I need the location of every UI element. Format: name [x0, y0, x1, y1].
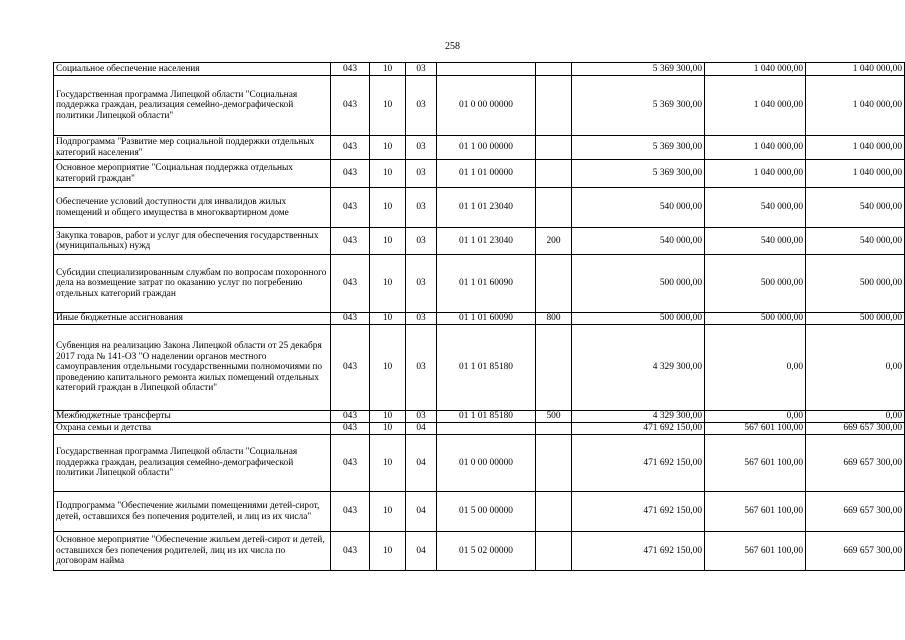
row-name-cell: Подпрограмма "Развитие мер социальной поддержки отдельных категорий населения": [54, 136, 331, 160]
amount-year2-cell: 567 601 100,00: [705, 492, 806, 532]
target-article-cell: 01 0 00 00000: [437, 76, 536, 136]
amount-year3-cell: 669 657 300,00: [806, 435, 905, 492]
row-name-cell: Субвенция на реализацию Закона Липецкой области от 25 декабря 2017 года № 141-ОЗ "О наделении органов местного самоуправления отдельными государственными полномочиями по проведению капитального ремонта жилых помещений отдельных категорий граждан в Липецкой области": [54, 325, 331, 411]
target-article-cell: 01 1 01 85180: [437, 411, 536, 423]
target-article-cell: 01 1 01 23040: [437, 228, 536, 255]
ved-code-cell: 043: [331, 492, 370, 532]
amount-year1-cell: 5 369 300,00: [572, 160, 705, 188]
expense-type-cell: [536, 76, 572, 136]
amount-year2-cell: 567 601 100,00: [705, 423, 806, 435]
row-name-cell: Основное мероприятие "Обеспечение жильем детей-сирот и детей, оставшихся без попечения родителей, лиц из их числа по договорам найма: [54, 532, 331, 571]
amount-year3-cell: 1 040 000,00: [806, 63, 905, 76]
row-name-cell: Закупка товаров, работ и услуг для обеспечения государственных (муниципальных) нужд: [54, 228, 331, 255]
amount-year1-cell: 4 329 300,00: [572, 325, 705, 411]
subsection-code-cell: 03: [406, 411, 437, 423]
table-row: [54, 325, 905, 411]
row-name-cell: Обеспечение условий доступности для инвалидов жилых помещений и общего имущества в многоквартирном доме: [54, 188, 331, 228]
amount-year2-cell: 567 601 100,00: [705, 435, 806, 492]
row-name-cell: Субсидии специализированным службам по вопросам похоронного дела на возмещение затрат по оказанию услуг по погребению отдельных категорий граждан: [54, 255, 331, 313]
table-row: [54, 136, 905, 160]
amount-year1-cell: 500 000,00: [572, 255, 705, 313]
ved-code-cell: 043: [331, 136, 370, 160]
amount-year2-cell: 540 000,00: [705, 228, 806, 255]
amount-year3-cell: 669 657 300,00: [806, 532, 905, 571]
expense-type-cell: 800: [536, 313, 572, 325]
target-article-cell: 01 0 00 00000: [437, 435, 536, 492]
expense-type-cell: [536, 255, 572, 313]
table-row: [54, 411, 905, 423]
amount-year1-cell: 471 692 150,00: [572, 492, 705, 532]
section-code-cell: 10: [370, 411, 406, 423]
target-article-cell: 01 1 00 00000: [437, 136, 536, 160]
section-code-cell: 10: [370, 228, 406, 255]
ved-code-cell: 043: [331, 435, 370, 492]
expense-type-cell: [536, 435, 572, 492]
amount-year2-cell: 1 040 000,00: [705, 63, 806, 76]
target-article-cell: 01 5 02 00000: [437, 532, 536, 571]
amount-year2-cell: 1 040 000,00: [705, 76, 806, 136]
target-article-cell: 01 1 01 23040: [437, 188, 536, 228]
amount-year1-cell: 471 692 150,00: [572, 423, 705, 435]
amount-year1-cell: 540 000,00: [572, 188, 705, 228]
row-name-cell: Социальное обеспечение населения: [54, 63, 331, 76]
section-code-cell: 10: [370, 188, 406, 228]
page-number: 258: [445, 41, 460, 52]
table-row: [54, 313, 905, 325]
target-article-cell: [437, 63, 536, 76]
amount-year2-cell: 500 000,00: [705, 313, 806, 325]
amount-year3-cell: 540 000,00: [806, 188, 905, 228]
section-code-cell: 10: [370, 160, 406, 188]
amount-year2-cell: 1 040 000,00: [705, 136, 806, 160]
table-row: [54, 492, 905, 532]
expense-type-cell: [536, 325, 572, 411]
section-code-cell: 10: [370, 435, 406, 492]
expense-type-cell: [536, 160, 572, 188]
ved-code-cell: 043: [331, 63, 370, 76]
table-row: [54, 160, 905, 188]
budget-table: [53, 62, 905, 571]
target-article-cell: 01 1 01 00000: [437, 160, 536, 188]
table-row: [54, 435, 905, 492]
subsection-code-cell: 04: [406, 532, 437, 571]
amount-year1-cell: 5 369 300,00: [572, 76, 705, 136]
ved-code-cell: 043: [331, 188, 370, 228]
table-row: [54, 255, 905, 313]
expense-type-cell: [536, 532, 572, 571]
target-article-cell: 01 1 01 60090: [437, 255, 536, 313]
amount-year3-cell: 1 040 000,00: [806, 76, 905, 136]
section-code-cell: 10: [370, 325, 406, 411]
section-code-cell: 10: [370, 63, 406, 76]
expense-type-cell: [536, 63, 572, 76]
amount-year2-cell: 0,00: [705, 411, 806, 423]
amount-year2-cell: 567 601 100,00: [705, 532, 806, 571]
table-row: [54, 188, 905, 228]
ved-code-cell: 043: [331, 76, 370, 136]
amount-year3-cell: 0,00: [806, 411, 905, 423]
ved-code-cell: 043: [331, 228, 370, 255]
amount-year1-cell: 471 692 150,00: [572, 532, 705, 571]
section-code-cell: 10: [370, 492, 406, 532]
target-article-cell: 01 1 01 60090: [437, 313, 536, 325]
amount-year2-cell: 500 000,00: [705, 255, 806, 313]
subsection-code-cell: 04: [406, 492, 437, 532]
expense-type-cell: [536, 492, 572, 532]
subsection-code-cell: 03: [406, 228, 437, 255]
section-code-cell: 10: [370, 532, 406, 571]
amount-year1-cell: 4 329 300,00: [572, 411, 705, 423]
amount-year3-cell: 669 657 300,00: [806, 423, 905, 435]
target-article-cell: 01 1 01 85180: [437, 325, 536, 411]
subsection-code-cell: 03: [406, 313, 437, 325]
subsection-code-cell: 03: [406, 136, 437, 160]
amount-year3-cell: 540 000,00: [806, 228, 905, 255]
amount-year2-cell: 1 040 000,00: [705, 160, 806, 188]
ved-code-cell: 043: [331, 532, 370, 571]
subsection-code-cell: 04: [406, 435, 437, 492]
target-article-cell: 01 5 00 00000: [437, 492, 536, 532]
amount-year3-cell: 500 000,00: [806, 255, 905, 313]
ved-code-cell: 043: [331, 423, 370, 435]
amount-year1-cell: 500 000,00: [572, 313, 705, 325]
row-name-cell: Подпрограмма "Обеспечение жилыми помещениями детей-сирот, детей, оставшихся без попечения родителей, и лиц из их числа": [54, 492, 331, 532]
ved-code-cell: 043: [331, 411, 370, 423]
subsection-code-cell: 03: [406, 63, 437, 76]
subsection-code-cell: 03: [406, 325, 437, 411]
table-row: [54, 532, 905, 571]
expense-type-cell: [536, 136, 572, 160]
table-row: [54, 228, 905, 255]
amount-year2-cell: 0,00: [705, 325, 806, 411]
expense-type-cell: [536, 423, 572, 435]
row-name-cell: Основное мероприятие "Социальная поддержка отдельных категорий граждан": [54, 160, 331, 188]
row-name-cell: Межбюджетные трансферты: [54, 411, 331, 423]
row-name-cell: Государственная программа Липецкой области "Социальная поддержка граждан, реализация семейно-демографической политики Липецкой области": [54, 76, 331, 136]
expense-type-cell: 200: [536, 228, 572, 255]
row-name-cell: Охрана семьи и детства: [54, 423, 331, 435]
amount-year3-cell: 669 657 300,00: [806, 492, 905, 532]
section-code-cell: 10: [370, 76, 406, 136]
ved-code-cell: 043: [331, 160, 370, 188]
row-name-cell: Государственная программа Липецкой области "Социальная поддержка граждан, реализация семейно-демографической политики Липецкой области": [54, 435, 331, 492]
subsection-code-cell: 04: [406, 423, 437, 435]
ved-code-cell: 043: [331, 255, 370, 313]
table-row: [54, 63, 905, 76]
amount-year1-cell: 5 369 300,00: [572, 63, 705, 76]
subsection-code-cell: 03: [406, 160, 437, 188]
amount-year3-cell: 0,00: [806, 325, 905, 411]
amount-year1-cell: 471 692 150,00: [572, 435, 705, 492]
amount-year1-cell: 5 369 300,00: [572, 136, 705, 160]
budget-table-body: [54, 63, 905, 571]
expense-type-cell: 500: [536, 411, 572, 423]
subsection-code-cell: 03: [406, 76, 437, 136]
row-name-cell: Иные бюджетные ассигнования: [54, 313, 331, 325]
amount-year2-cell: 540 000,00: [705, 188, 806, 228]
ved-code-cell: 043: [331, 313, 370, 325]
section-code-cell: 10: [370, 136, 406, 160]
target-article-cell: [437, 423, 536, 435]
amount-year3-cell: 500 000,00: [806, 313, 905, 325]
section-code-cell: 10: [370, 423, 406, 435]
amount-year1-cell: 540 000,00: [572, 228, 705, 255]
amount-year3-cell: 1 040 000,00: [806, 136, 905, 160]
section-code-cell: 10: [370, 313, 406, 325]
expense-type-cell: [536, 188, 572, 228]
subsection-code-cell: 03: [406, 255, 437, 313]
amount-year3-cell: 1 040 000,00: [806, 160, 905, 188]
section-code-cell: 10: [370, 255, 406, 313]
ved-code-cell: 043: [331, 325, 370, 411]
table-row: [54, 76, 905, 136]
table-row: [54, 423, 905, 435]
subsection-code-cell: 03: [406, 188, 437, 228]
